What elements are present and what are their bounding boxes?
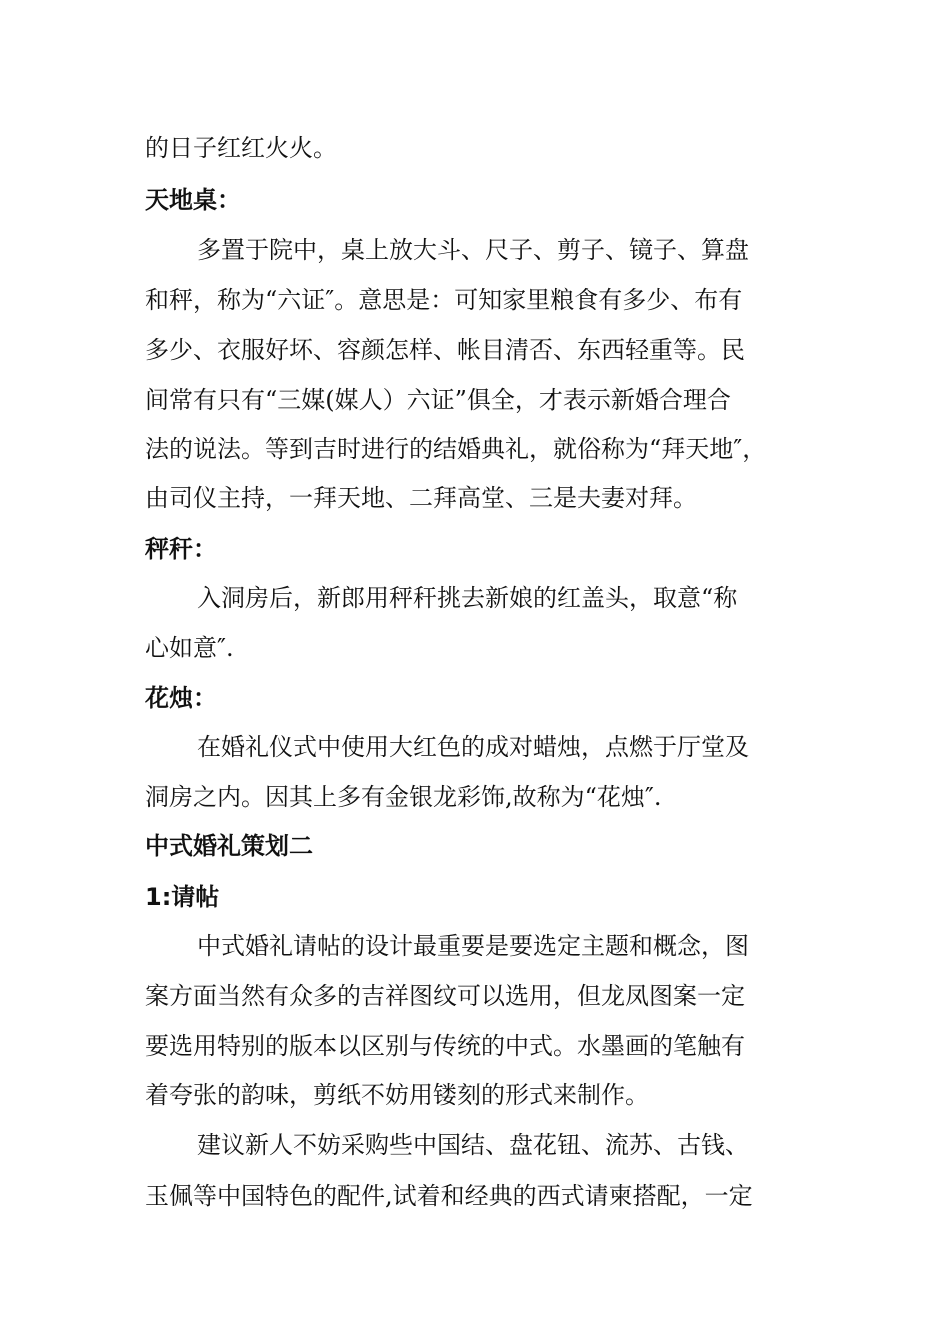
section-heading-huazhu: 花烛： [145, 684, 217, 712]
paragraph-line: 着夸张的韵味，剪纸不妨用镂刻的形式来制作。 [145, 1081, 649, 1109]
section-heading-plan-two: 中式婚礼策划二 [145, 832, 313, 860]
section-heading-invitation: 1:请帖 [145, 883, 220, 911]
paragraph-line: 的日子红红火火。 [145, 134, 337, 162]
paragraph-line: 在婚礼仪式中使用大红色的成对蜡烛，点燃于厅堂及 [197, 733, 749, 761]
paragraph-line: 玉佩等中国特色的配件,试着和经典的西式请柬搭配，一定 [145, 1182, 753, 1210]
paragraph-line: 多置于院中，桌上放大斗、尺子、剪子、镜子、算盘 [197, 236, 749, 264]
paragraph-line: 中式婚礼请帖的设计最重要是要选定主题和概念，图 [197, 932, 749, 960]
section-heading-tiandizhuo: 天地桌： [145, 186, 241, 214]
paragraph-line: 要选用特别的版本以区别与传统的中式。水墨画的笔触有 [145, 1032, 745, 1060]
paragraph-line: 由司仪主持，一拜天地、二拜高堂、三是夫妻对拜。 [145, 484, 697, 512]
paragraph-line: 建议新人不妨采购些中国结、盘花钮、流苏、古钱、 [197, 1131, 749, 1159]
paragraph-line: 法的说法。等到吉时进行的结婚典礼，就俗称为“拜天地″， [145, 435, 767, 463]
paragraph-line: 多少、衣服好坏、容颜怎样、帐目清否、东西轻重等。民 [145, 336, 745, 364]
paragraph-line: 洞房之内。因其上多有金银龙彩饰,故称为“花烛″. [145, 783, 662, 811]
paragraph-line: 案方面当然有众多的吉祥图纹可以选用，但龙凤图案一定 [145, 982, 745, 1010]
paragraph-line: 心如意″. [145, 634, 234, 662]
paragraph-line: 入洞房后，新郎用秤秆挑去新娘的红盖头，取意“称 [197, 584, 738, 612]
paragraph-line: 和秤，称为“六证″。意思是：可知家里粮食有多少、布有 [145, 286, 743, 314]
section-heading-chenggan: 秤秆： [145, 535, 217, 563]
paragraph-line: 间常有只有“三媒(媒人）六证”俱全，才表示新婚合理合 [145, 386, 731, 414]
